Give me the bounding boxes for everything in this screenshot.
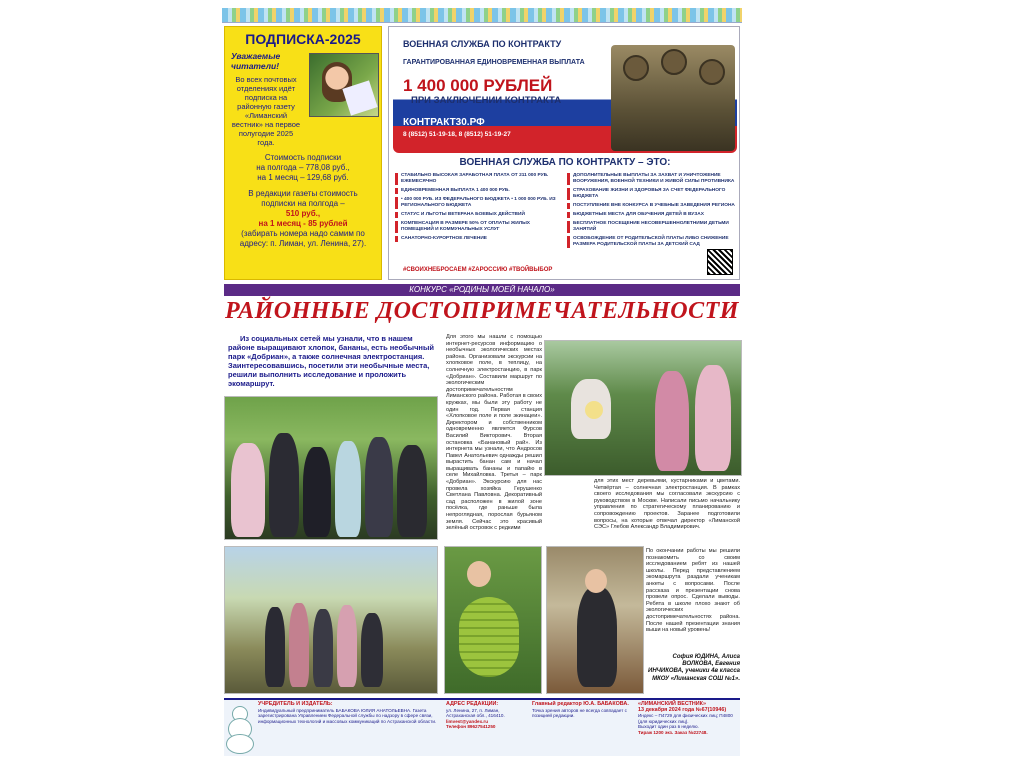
- ad-amount: 1 400 000 РУБЛЕЙ: [403, 76, 553, 95]
- editorial-title: АДРЕС РЕДАКЦИИ:: [446, 701, 499, 707]
- issue-number: 13 декабря 2024 года №67(10946): [638, 706, 727, 713]
- ad-phones: 8 (8512) 51-19-18, 8 (8512) 51-19-27: [403, 131, 511, 138]
- subscription-intro: Во всех почтовых отделениях идёт подписка на районную газету «Лиманский вестник» на первое полугодие 2025 года.: [231, 75, 301, 147]
- benefits-right: [567, 173, 735, 251]
- photo-banana-bunch: [444, 546, 542, 694]
- print-schedule: Выходит один раз в неделю.: [638, 724, 699, 730]
- cost-line-1: Стоимость подписки: [264, 153, 342, 162]
- benefit-item: ДОПОЛНИТЕЛЬНЫЕ ВЫПЛАТЫ ЗА ЗАХВАТ И УНИЧТОЖЕНИЕ ВООРУЖЕНИЯ, ВОЕННОЙ ТЕХНИКИ И ЖИВОЙ СИЛЫ ПРОТИВНИКА: [567, 173, 735, 185]
- benefit-item: ЕДИНОВРЕМЕННАЯ ВЫПЛАТА 1 400 000 РУБ.: [395, 188, 563, 194]
- soldier-helmet: [699, 59, 725, 85]
- benefit-item: • 400 000 РУБ. ИЗ ФЕДЕРАЛЬНОГО БЮДЖЕТА • 1 000 000 РУБ. ИЗ РЕГИОНАЛЬНОГО БЮДЖЕТА: [395, 197, 563, 209]
- footer-editorial: [446, 702, 526, 730]
- soldiers-image: [611, 45, 735, 151]
- cost-line-3: на 1 месяц – 129,68 руб.: [257, 173, 349, 182]
- benefit-item: БЕСПЛАТНОЕ ПОСЕЩЕНИЕ НЕСОВЕРШЕННОЛЕТНИМИ ДЕТЬМИ ЗАНЯТИЙ: [567, 221, 735, 233]
- photo-park-group: [224, 546, 438, 694]
- ad-site: КОНТРАКТ30.РФ: [403, 117, 485, 128]
- contest-band: КОНКУРС «РОДИНЫ МОЕЙ НАЧАЛО»: [224, 284, 740, 296]
- garland-border: [222, 8, 742, 23]
- founder-text: Индивидуальный предприниматель БАБАКОВА ЮЛИЯ АНАТОЛЬЕВНА. Газета зарегистрирована Управлением Федеральной службы по надзору в сфере связи, информационных технологий и массовых коммуникаций по Астраханской области.: [258, 707, 437, 724]
- photo-greenhouse-citrus: [544, 340, 742, 476]
- article-signature: София ЮДИНА, Алиса ВОЛКОВА, Евгения ИНЧИКОВА, ученики 4в класса МКОУ «Лиманская СОШ №1».: [648, 654, 740, 682]
- photo-children-bananas: [224, 396, 438, 540]
- soldier-helmet: [661, 49, 687, 75]
- article-column-4: По окончании работы мы решили познакомить со своим исследованием ребят из нашей школы. Перед представлением экомаршрута раздали ученикам анкеты с вопросами. После рассказа и презентации снова провели опрос. Сделали выводы. Ребята в школе плохо знают об экологических достопримечательностях района. После нашей презентации знания выши на новый уровень!: [646, 548, 740, 634]
- subscription-index: Индекс – П4729 для физических лиц; П4800 (для юридических лиц).: [638, 713, 733, 724]
- snowman-icon: [226, 704, 254, 752]
- footer-chief: [532, 702, 632, 719]
- newspaper-page: [222, 8, 742, 756]
- article-title: РАЙОННЫЕ ДОСТОПРИМЕЧАТЕЛЬНОСТИ: [225, 298, 739, 324]
- soldier-helmet: [623, 55, 649, 81]
- benefit-item: ПОСТУПЛЕНИЕ ВНЕ КОНКУРСА В УЧЕБНЫЕ ЗАВЕДЕНИЯ РЕГИОНА: [567, 203, 735, 209]
- office-price: 510 руб.,: [285, 209, 321, 218]
- benefit-item: ОСВОБОЖДЕНИЕ ОТ РОДИТЕЛЬСКОЙ ПЛАТЫ ЛИБО СНИЖЕНИЕ РАЗМЕРА РОДИТЕЛЬСКОЙ ПЛАТЫ ЗА ДЕТСКИЙ САД: [567, 236, 735, 248]
- subscription-photo: [309, 53, 379, 117]
- benefit-item: САНАТОРНО-КУРОРТНОЕ ЛЕЧЕНИЕ: [395, 236, 563, 242]
- benefits-left: [395, 173, 563, 245]
- ad-hashtags: #СВОИХНЕБРОСАЕМ #ZAРОССИЮ #ТВОЙВЫБОР: [403, 267, 553, 273]
- paper-name: «ЛИМАНСКИЙ ВЕСТНИК»: [638, 701, 706, 707]
- military-contract-ad: [388, 26, 740, 280]
- article-column-2: Для этого мы нашли с помощью интернет-ресурсов информацию о необычных экологических местах района. Организовали экскурсии на хлопковое поле, в теплицу, на солнечную электростанцию, в парк «Добриан». Составили маршрут по экологическим достопримечательностям Лиманского района. Работая в своих кружках, мы были эту работу не один год. Первая станция «Хлопковое поле и поле экинацеи». Директором и собственником одновременно является Фурсов Василий Викторович. Вторая остановка «Банановый рай». Из интернета мы узнали, что Андросов Павел Анатольевич однажды решил вырастить банан сам и начал выращивать бананы и папайю в селе Михайловка. Третья – парк «Добриан». Экскурсию для нас провела хозяйка Герушенко Светлана Павловна. Декоративный сад расположен в жилой зоне посёлка, где раньше была непроглядная, порослая бурьяном земля. Сейчас это красивый зелёный островок с редкими: [446, 334, 542, 532]
- office-note: (забирать номера надо самим по адресу: п. Лиман, ул. Ленина, 27).: [239, 229, 367, 248]
- cost-line-2: на полгода – 778,08 руб.,: [256, 163, 350, 172]
- qr-code-icon: [707, 249, 733, 275]
- founder-title: УЧРЕДИТЕЛЬ И ИЗДАТЕЛЬ:: [258, 701, 333, 707]
- chief-text: Точка зрения авторов не всегда совпадает с позицией редакции.: [532, 707, 627, 719]
- ad-condition: ПРИ ЗАКЛЮЧЕНИИ КОНТРАКТА: [411, 95, 562, 106]
- office-line-2: подписки на полгода –: [261, 199, 345, 208]
- benefit-item: СТРАХОВАНИЕ ЖИЗНИ И ЗДОРОВЬЯ ЗА СЧЕТ ФЕДЕРАЛЬНОГО БЮДЖЕТА: [567, 188, 735, 200]
- office-month: на 1 месяц - 85 рублей: [258, 219, 348, 228]
- footer-issue: [638, 702, 738, 736]
- office-line-1: В редакции газеты стоимость: [248, 189, 358, 198]
- ad-guarantee: ГАРАНТИРОВАННАЯ ЕДИНОВРЕМЕННАЯ ВЫПЛАТА: [403, 59, 585, 66]
- benefit-item: СТАТУС И ЛЬГОТЫ ВЕТЕРАНА БОЕВЫХ ДЕЙСТВИЙ: [395, 212, 563, 218]
- benefit-item: БЮДЖЕТНЫЕ МЕСТА ДЛЯ ОБУЧЕНИЯ ДЕТЕЙ В ВУЗАХ: [567, 212, 735, 218]
- article-column-3: для этих мест деревьями, кустарниками и цветами. Четвёртая – солнечная электростанция. В рамках своего исследования мы согласовали экскурсию с руководством в Москве. Написали письмо начальнику управления по стратегическому планированию и сопровождению проектов. Заранее подготовили вопросы, на которые отвечал директор «Лиманской СЭС» Глебов Александр Владимирович.: [594, 478, 740, 531]
- ad-header: ВОЕННАЯ СЛУЖБА ПО КОНТРАКТУ: [403, 39, 562, 49]
- circulation: Тираж 1200 экз. Заказ №22748.: [638, 729, 708, 735]
- benefits-title: ВОЕННАЯ СЛУЖБА ПО КОНТРАКТУ – ЭТО:: [459, 157, 671, 168]
- article-lead: Из социальных сетей мы узнали, что в нашем районе выращивают хлопок, бананы, есть необычный парк «Добриан», а также солнечная электростанция. Заинтересовавшись, посетили эти необычные места, решили выполнить исследование и проложить экомаршрут.: [228, 334, 434, 388]
- benefit-item: КОМПЕНСАЦИЯ В РАЗМЕРЕ 50% ОТ ОПЛАТЫ ЖИЛЫХ ПОМЕЩЕНИЙ И КОММУНАЛЬНЫХ УСЛУГ: [395, 221, 563, 233]
- subscription-title: ПОДПИСКА-2025: [245, 31, 361, 47]
- editorial-phone: Телефон 89627541250: [446, 724, 496, 730]
- benefit-item: СТАБИЛЬНО ВЫСОКАЯ ЗАРАБОТНАЯ ПЛАТА ОТ 211 000 РУБ. ЕЖЕМЕСЯЧНО: [395, 173, 563, 185]
- photo-girl-park: [546, 546, 644, 694]
- editorial-text: ул. Ленина, 27, п. Лиман, Астраханская обл., 416410.: [446, 707, 505, 719]
- editorial-email: limvest@yandex.ru: [446, 718, 489, 724]
- subscription-greeting: Уважаемые читатели!: [231, 51, 281, 71]
- ad-banner: [393, 31, 737, 153]
- subscription-box: [224, 26, 382, 280]
- footer-founder: [258, 702, 438, 724]
- chief-editor: Главный редактор Ю.А. БАБАКОВА.: [532, 701, 629, 707]
- newspaper-footer: [224, 698, 740, 756]
